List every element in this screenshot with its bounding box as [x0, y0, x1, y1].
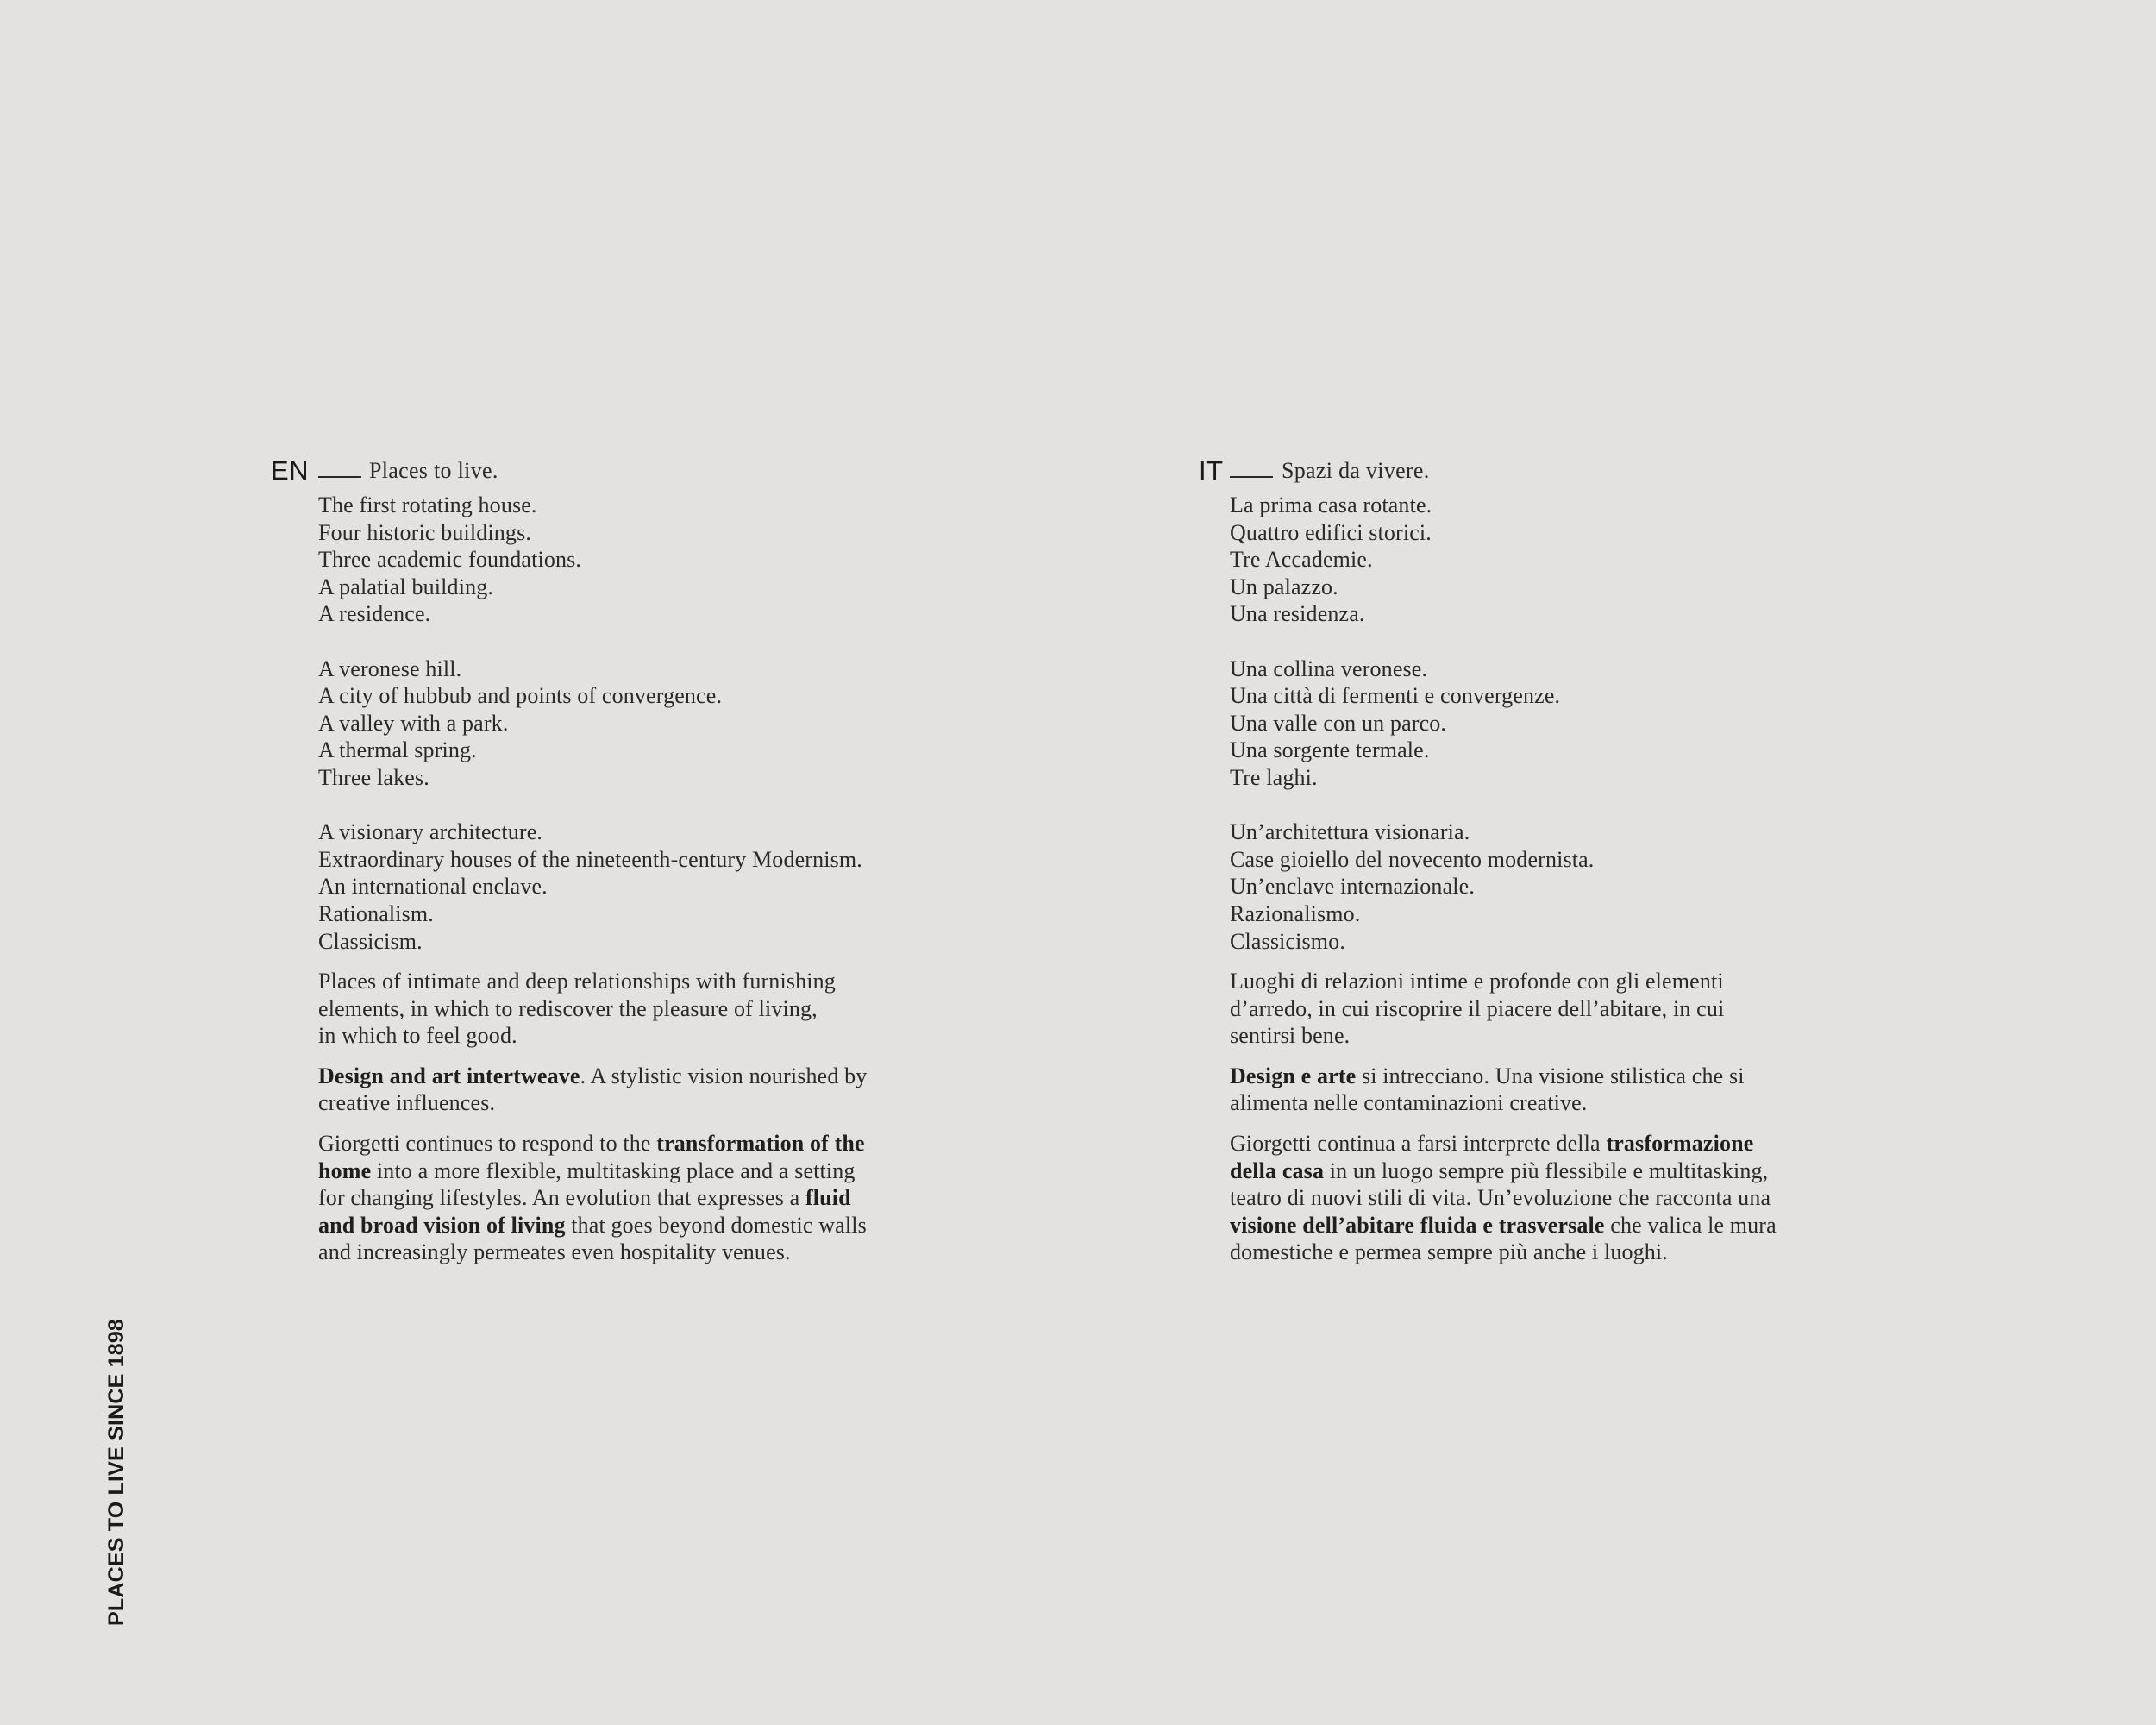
- text-run: che valica le mura: [1604, 1212, 1777, 1238]
- list-line: Razionalismo.: [1230, 900, 1361, 926]
- header-rule: [318, 476, 361, 478]
- text-run: into a more flexible, multitasking place and a setting: [371, 1157, 856, 1183]
- bold-phrase: fluid: [805, 1185, 851, 1211]
- bold-phrase: home: [318, 1157, 372, 1183]
- paragraph-line: domestiche e permea sempre più anche i luoghi.: [1230, 1239, 1668, 1265]
- list-line: A palatial building.: [318, 574, 494, 599]
- paragraph-line: in which to feel good.: [318, 1023, 517, 1049]
- paragraph-2: [318, 1063, 1047, 1117]
- list-line: Tre laghi.: [1230, 764, 1318, 790]
- list-block-1: [318, 492, 1047, 628]
- list-block-1: [1230, 492, 1975, 628]
- bold-phrase: visione dell’abitare fluida e trasversale: [1230, 1212, 1605, 1238]
- list-line: A thermal spring.: [318, 737, 477, 763]
- paragraph-2: [1230, 1063, 1975, 1117]
- paragraph-line: [1230, 1063, 1975, 1090]
- list-line: Una residenza.: [1230, 601, 1365, 627]
- list-line: Un’architettura visionaria.: [1230, 819, 1470, 845]
- list-line: Three lakes.: [318, 764, 429, 790]
- paragraph-line: [318, 1157, 1047, 1185]
- italian-column: [1199, 450, 1975, 1266]
- paragraph-1: [1230, 968, 1975, 1050]
- list-line: Un palazzo.: [1230, 574, 1338, 599]
- paragraph-3: [1230, 1130, 1975, 1266]
- text-run: Giorgetti continua a farsi interprete della: [1230, 1131, 1607, 1157]
- paragraph-line: alimenta nelle contaminazioni creative.: [1230, 1090, 1588, 1116]
- list-line: Extraordinary houses of the nineteenth-century Modernism.: [318, 846, 862, 872]
- header-rule: [1230, 476, 1273, 478]
- paragraph-line: [318, 1063, 1047, 1090]
- text-run: . A stylistic vision nourished by: [580, 1063, 868, 1088]
- language-code-en: EN: [271, 455, 310, 486]
- list-line: A residence.: [318, 601, 431, 627]
- english-body: [318, 492, 1047, 1266]
- paragraph-line: [318, 1184, 1047, 1212]
- list-line: Case gioiello del novecento modernista.: [1230, 846, 1595, 872]
- section-title-it: Spazi da vivere.: [1282, 458, 1430, 483]
- list-line: Un’enclave internazionale.: [1230, 874, 1475, 900]
- list-line: La prima casa rotante.: [1230, 492, 1432, 518]
- paragraph-line: elements, in which to rediscover the pleasure of living,: [318, 995, 818, 1021]
- text-run: that goes beyond domestic walls: [565, 1212, 867, 1238]
- paragraph-3: [318, 1130, 1047, 1266]
- bold-phrase: transformation of the: [656, 1131, 865, 1157]
- list-line: Three academic foundations.: [318, 547, 582, 573]
- list-line: An international enclave.: [318, 874, 548, 900]
- list-line: A city of hubbub and points of convergence.: [318, 683, 723, 709]
- italian-body: [1230, 492, 1975, 1266]
- list-line: The first rotating house.: [318, 492, 537, 518]
- language-code-it: IT: [1199, 455, 1224, 486]
- list-line: Una collina veronese.: [1230, 656, 1428, 681]
- list-line: Una valle con un parco.: [1230, 710, 1447, 736]
- text-run: for changing lifestyles. An evolution that expresses a: [318, 1185, 805, 1211]
- list-line: Classicismo.: [1230, 928, 1345, 954]
- list-line: Classicism.: [318, 928, 423, 954]
- english-column: [271, 450, 1047, 1266]
- paragraph-line: and increasingly permeates even hospitality venues.: [318, 1239, 791, 1265]
- paragraph-line: [1230, 1130, 1975, 1157]
- list-block-2: [1230, 656, 1975, 792]
- list-line: Rationalism.: [318, 900, 434, 926]
- text-run: in un luogo sempre più flessibile e multitasking,: [1324, 1157, 1769, 1183]
- vertical-side-label: PLACES TO LIVE SINCE 1898: [104, 1318, 128, 1626]
- list-line: A visionary architecture.: [318, 819, 543, 845]
- paragraph-line: Places of intimate and deep relationships with furnishing: [318, 969, 836, 994]
- list-line: Una città di fermenti e convergenze.: [1230, 683, 1561, 709]
- paragraph-1: [318, 968, 1047, 1050]
- list-line: A veronese hill.: [318, 656, 462, 681]
- section-title-en: Places to live.: [369, 458, 498, 483]
- bold-phrase: and broad vision of living: [318, 1212, 566, 1238]
- list-line: Four historic buildings.: [318, 519, 531, 545]
- paragraph-line: teatro di nuovi stili di vita. Un’evoluzione che racconta una: [1230, 1185, 1771, 1211]
- paragraph-line: sentirsi bene.: [1230, 1023, 1351, 1049]
- list-line: A valley with a park.: [318, 710, 509, 736]
- list-block-3: [318, 819, 1047, 955]
- paragraph-line: d’arredo, in cui riscoprire il piacere dell’abitare, in cui: [1230, 995, 1725, 1021]
- list-block-3: [1230, 819, 1975, 955]
- text-run: Giorgetti continues to respond to the: [318, 1131, 657, 1157]
- paragraph-line: creative influences.: [318, 1090, 496, 1116]
- paragraph-line: [1230, 1157, 1975, 1185]
- list-block-2: [318, 656, 1047, 792]
- list-line: Una sorgente termale.: [1230, 737, 1430, 763]
- paragraph-line: Luoghi di relazioni intime e profonde con gli elementi: [1230, 969, 1724, 994]
- bold-phrase: Design and art intertweave: [318, 1063, 580, 1088]
- text-run: si intrecciano. Una visione stilistica che si: [1356, 1063, 1745, 1088]
- bold-phrase: Design e arte: [1230, 1063, 1357, 1088]
- bold-phrase: della casa: [1230, 1157, 1325, 1183]
- list-line: Tre Accademie.: [1230, 547, 1373, 573]
- english-header: [271, 450, 1047, 492]
- list-line: Quattro edifici storici.: [1230, 519, 1432, 545]
- italian-header: [1199, 450, 1975, 492]
- paragraph-line: [318, 1130, 1047, 1157]
- paragraph-line: [318, 1212, 1047, 1239]
- paragraph-line: [1230, 1212, 1975, 1239]
- bold-phrase: trasformazione: [1606, 1131, 1754, 1157]
